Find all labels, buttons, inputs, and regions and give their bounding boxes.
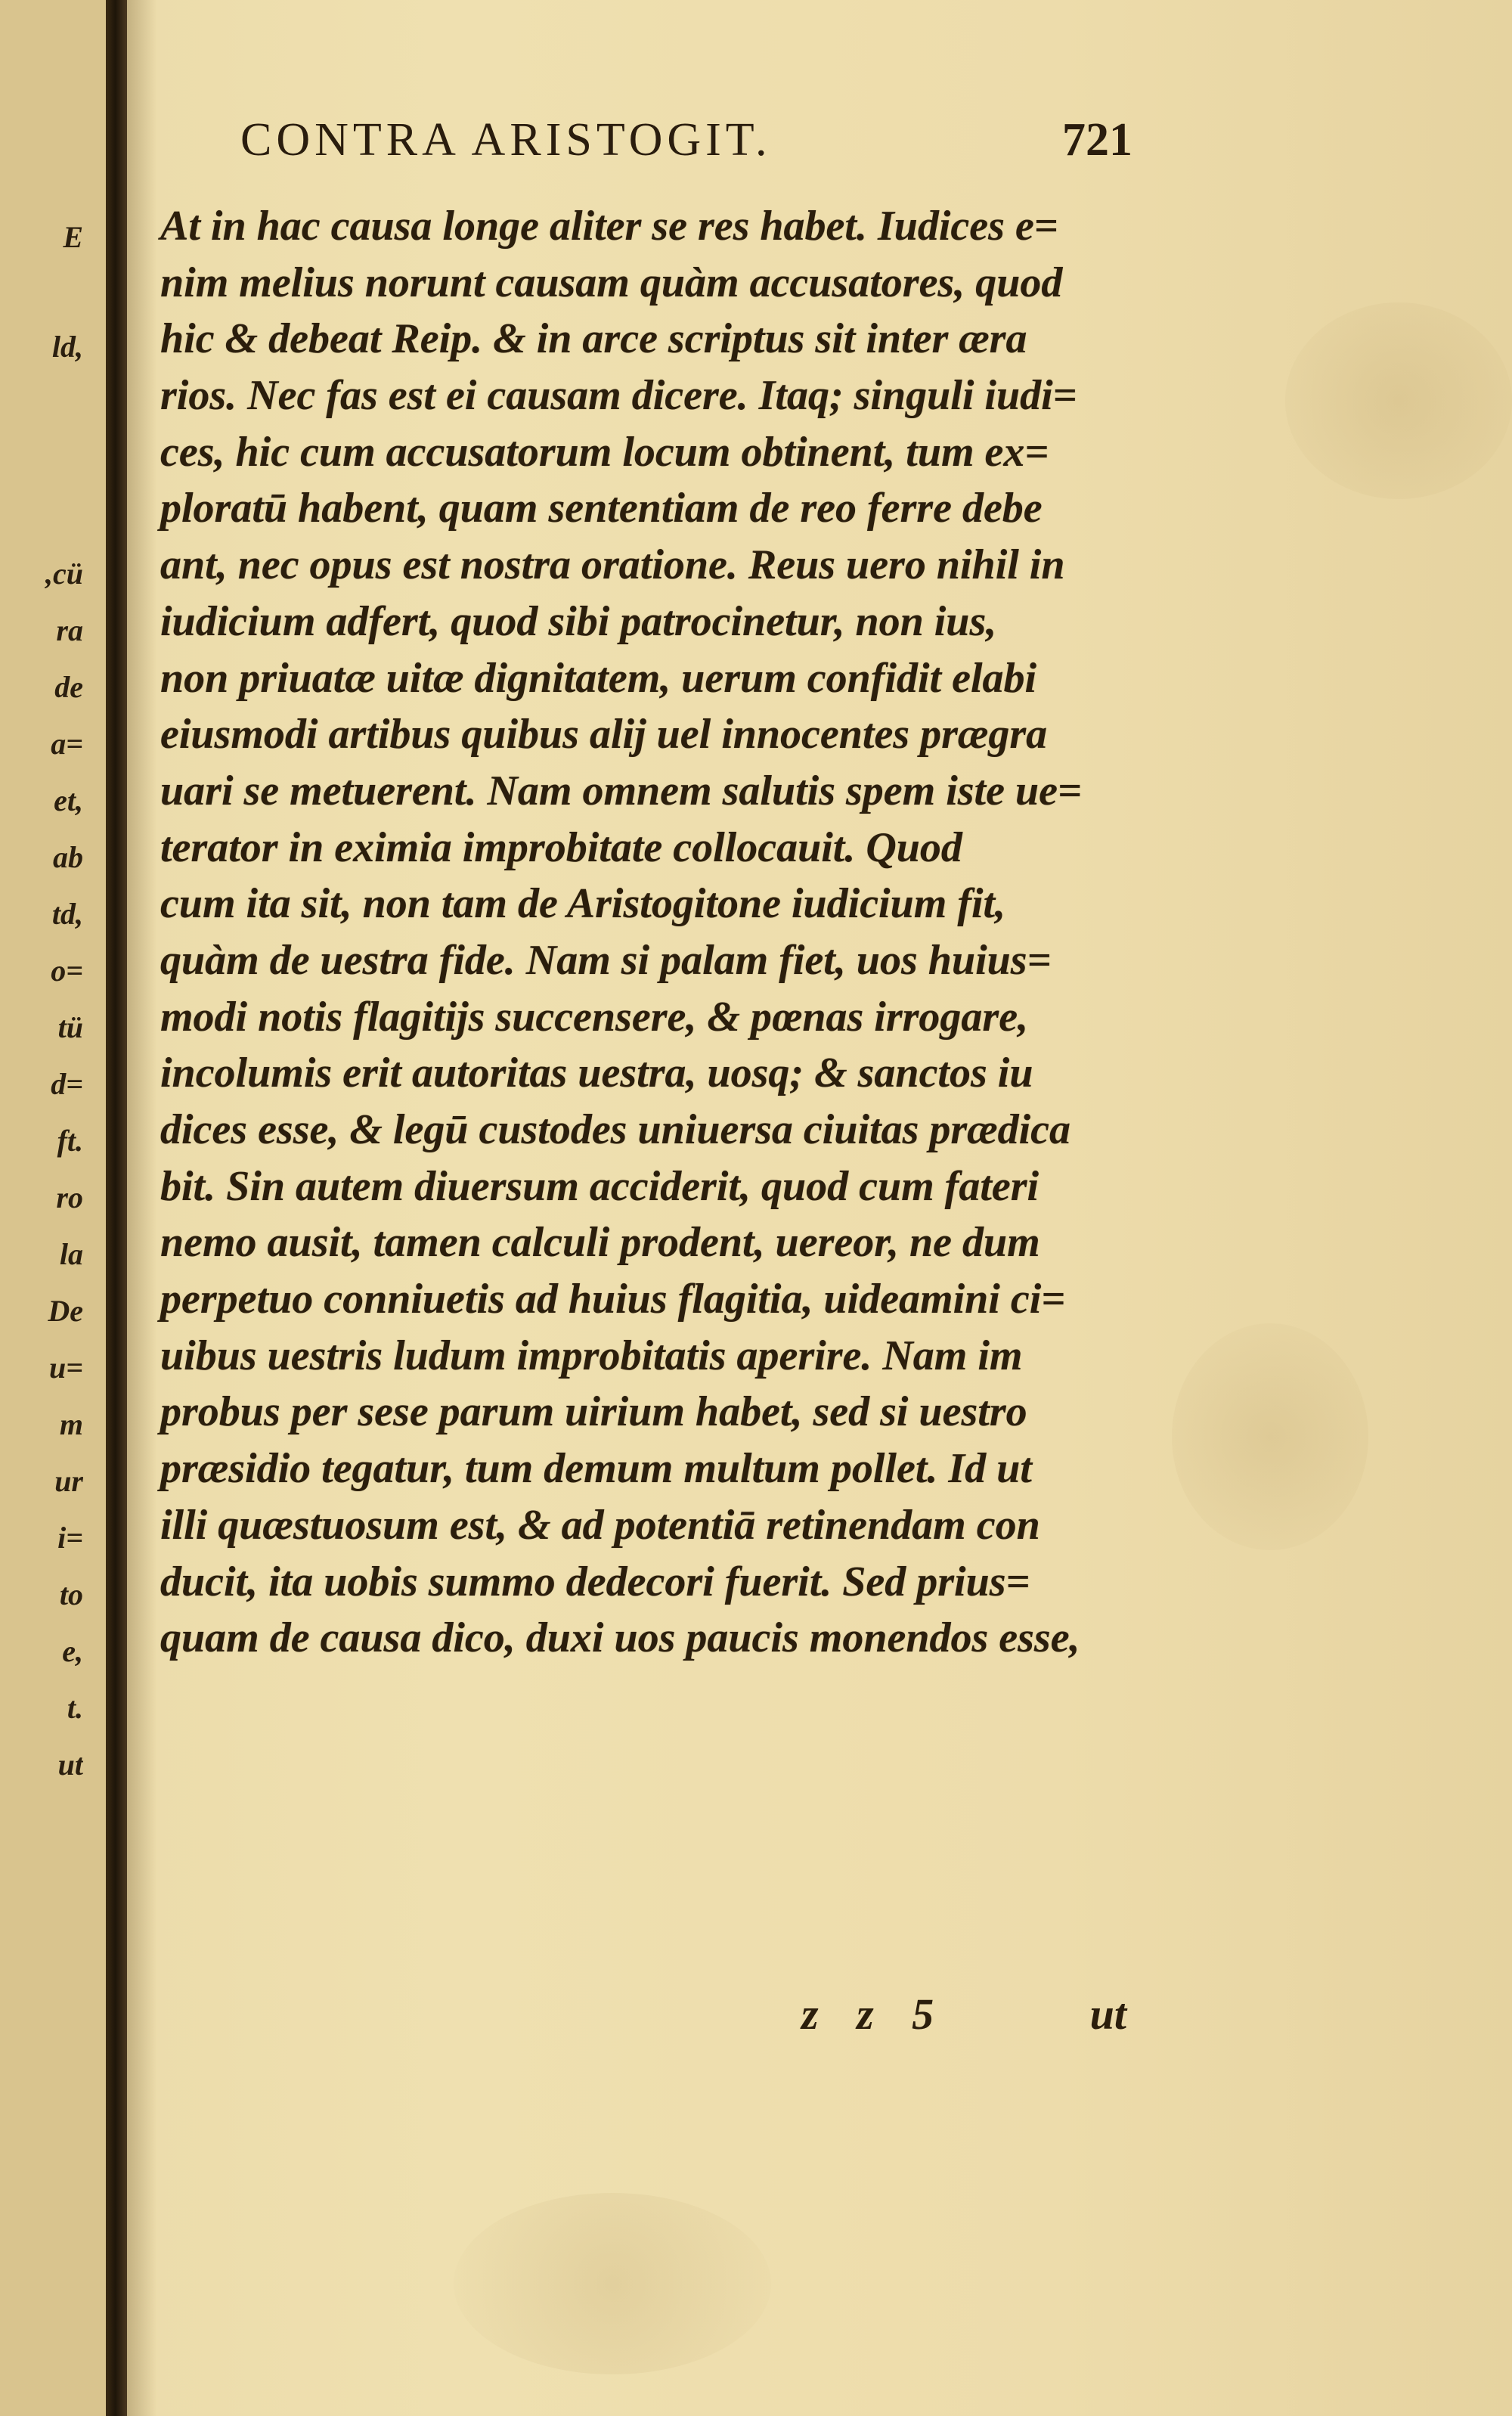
facing-page-fragment: E [63, 220, 83, 254]
footer-line [801, 1989, 1126, 2049]
text-line: uari se metuerent. Nam omnem salutis spem iste ue= [160, 767, 1082, 814]
text-line: bit. Sin autem diuersum acciderit, quod cum fateri [160, 1162, 1040, 1210]
text-line: nemo ausit, tamen calculi prodent, uereor, ne dum [160, 1219, 1040, 1267]
book-gutter [106, 0, 127, 2416]
text-line: modi notis flagitijs succensere, & pœnas irrogare, [160, 993, 1029, 1041]
facing-page-fragment: ro [56, 1180, 83, 1214]
facing-page-fragment: to [59, 1577, 83, 1611]
facing-page-fragment: m [59, 1407, 83, 1441]
text-line: præsidio tegatur, tum demum multum pollet. Id ut [160, 1445, 1032, 1493]
facing-page-fragments [0, 0, 106, 2416]
facing-page-fragment: ,cü [45, 557, 83, 591]
facing-page-fragment: et, [54, 783, 83, 817]
text-line: perpetuo conniuetis ad huius flagitia, uideamini ci= [160, 1276, 1066, 1323]
page-header [240, 113, 1132, 174]
facing-page-fragment: ft. [57, 1124, 83, 1158]
text-line: ces, hic cum accusatorum locum obtinent, tum ex= [160, 428, 1049, 476]
text-line: non priuatæ uitæ dignitatem, uerum confidit elabi [160, 654, 1037, 702]
text-line: quam de causa dico, duxi uos paucis monendos esse, [160, 1614, 1080, 1662]
facing-page-fragment: a= [51, 727, 83, 761]
facing-page-fragment: ra [56, 613, 83, 647]
text-line: probus per sese parum uirium habet, sed si uestro [160, 1388, 1027, 1436]
text-line: rios. Nec fas est ei causam dicere. Itaq; singuli iudi= [160, 372, 1077, 420]
text-line: terator in eximia improbitate collocauit. Quod [160, 823, 962, 871]
text-line: iudicium adfert, quod sibi patrocinetur, non ius, [160, 597, 997, 645]
paper-stain [1172, 1323, 1368, 1550]
facing-page-fragment: d= [51, 1067, 83, 1101]
text-line: cum ita sit, non tam de Aristogitone iudicium fit, [160, 880, 1006, 928]
running-head: CONTRA ARISTOGIT. [240, 114, 772, 166]
text-line: uibus uestris ludum improbitatis aperire. Nam im [160, 1332, 1023, 1379]
text-line: incolumis erit autoritas uestra, uosq; & sanctos iu [160, 1050, 1033, 1097]
signature-mark: z z 5 [801, 1990, 948, 2039]
text-line: dices esse, & legū custodes uniuersa ciuitas prædica [160, 1106, 1071, 1153]
body-text [160, 198, 1140, 1667]
text-line: At in hac causa longe aliter se res habet. Iudices e= [160, 203, 1058, 250]
catchword: ut [1089, 1990, 1126, 2039]
text-line: quàm de uestra fide. Nam si palam fiet, uos huius= [160, 936, 1052, 984]
paper-stain [1285, 302, 1512, 499]
page-number: 721 [1062, 114, 1132, 166]
paper-stain [454, 2193, 771, 2374]
facing-page-fragment: e, [62, 1634, 83, 1668]
text-line: ant, nec opus est nostra oratione. Reus uero nihil in [160, 541, 1065, 589]
facing-page-fragment: De [48, 1294, 83, 1328]
facing-page-fragment: u= [48, 1351, 83, 1385]
text-line: illi quæstuosum est, & ad potentiā retinendam con [160, 1501, 1040, 1549]
facing-page-fragment: tü [57, 1010, 83, 1044]
text-line: nim melius norunt causam quàm accusatores, quod [160, 259, 1063, 306]
facing-page-fragment: o= [51, 954, 83, 988]
facing-page-fragment: ut [57, 1748, 83, 1782]
facing-page-fragment: t. [67, 1691, 83, 1725]
text-line: ploratū habent, quam sententiam de reo ferre debe [160, 485, 1043, 532]
facing-page-fragment: td, [51, 897, 83, 931]
facing-page-fragment: i= [57, 1521, 83, 1555]
facing-page-fragment: la [59, 1237, 83, 1271]
facing-page-fragment: ld, [51, 330, 83, 364]
facing-page-fragment: ur [54, 1464, 83, 1498]
facing-page-fragment: de [54, 670, 83, 704]
gutter-shadow [127, 0, 157, 2416]
text-line: eiusmodi artibus quibus alij uel innocentes prægra [160, 711, 1048, 758]
facing-page-fragment: ab [53, 840, 83, 874]
text-line: hic & debeat Reip. & in arce scriptus sit inter æra [160, 315, 1027, 363]
text-line: ducit, ita uobis summo dedecori fuerit. Sed prius= [160, 1558, 1030, 1605]
